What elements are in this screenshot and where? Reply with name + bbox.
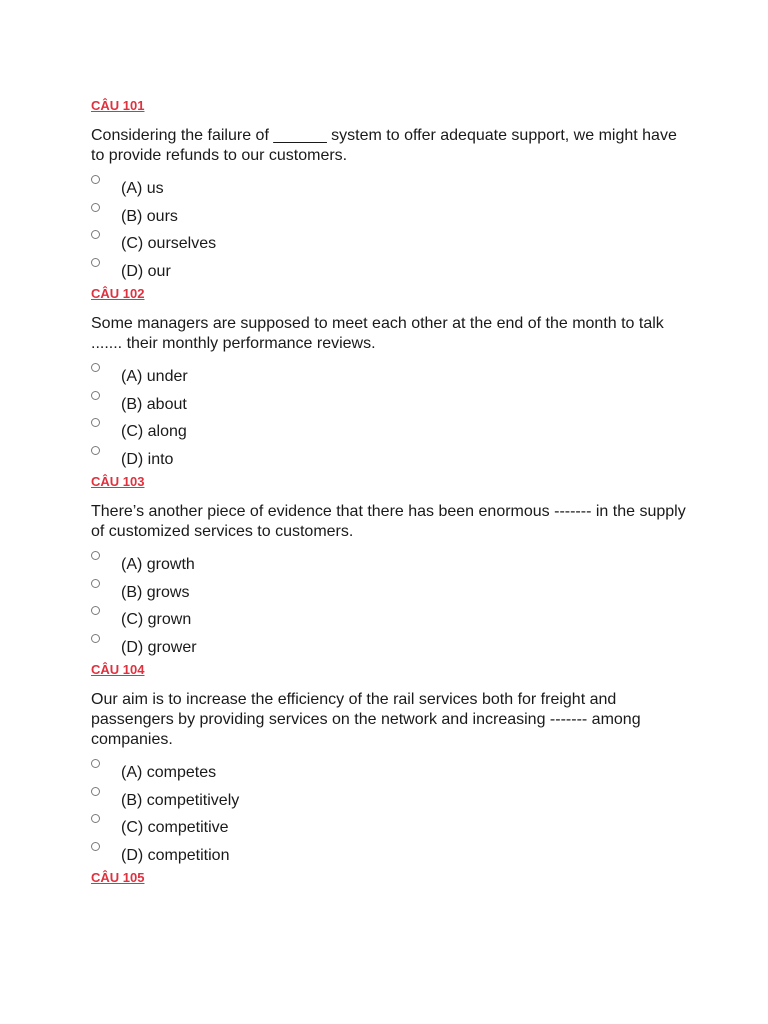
- radio-button-icon[interactable]: [91, 391, 100, 400]
- answer-options: [91, 759, 691, 869]
- answer-option-c[interactable]: [91, 606, 691, 634]
- option-label: (A) competes: [121, 764, 217, 781]
- question-heading-105[interactable]: CÂU 105: [91, 870, 145, 885]
- option-label: (C) grown: [121, 611, 192, 628]
- answer-option-b[interactable]: [91, 787, 691, 815]
- answer-option-b[interactable]: [91, 203, 691, 231]
- answer-option-c[interactable]: [91, 230, 691, 258]
- option-label: (D) grower: [121, 638, 197, 656]
- radio-button-icon[interactable]: [91, 418, 100, 427]
- radio-button-icon[interactable]: [91, 787, 100, 796]
- radio-button-icon[interactable]: [91, 634, 100, 643]
- answer-options: [91, 175, 691, 285]
- radio-button-icon[interactable]: [91, 203, 100, 212]
- answer-option-a[interactable]: [91, 363, 691, 391]
- answer-options: [91, 551, 691, 661]
- question-heading[interactable]: CÂU 103: [91, 474, 145, 489]
- radio-button-icon[interactable]: [91, 842, 100, 851]
- answer-option-a[interactable]: [91, 551, 691, 579]
- answer-options: [91, 363, 691, 473]
- option-label: (A) growth: [121, 556, 195, 573]
- option-label: (B) competitively: [121, 791, 240, 809]
- option-label: (D) into: [121, 450, 174, 468]
- answer-option-c[interactable]: [91, 814, 691, 842]
- option-label: (C) along: [121, 423, 187, 440]
- question-heading[interactable]: CÂU 102: [91, 286, 145, 301]
- question-text: There’s another piece of evidence that there has been enormous ------- in the supply of customized services to customers.: [91, 503, 686, 540]
- question-103: [91, 473, 691, 661]
- answer-option-b[interactable]: [91, 579, 691, 607]
- answer-option-d[interactable]: [91, 634, 691, 662]
- radio-button-icon[interactable]: [91, 363, 100, 372]
- question-104: [91, 661, 691, 869]
- option-label: (C) competitive: [121, 819, 229, 836]
- answer-option-b[interactable]: [91, 391, 691, 419]
- answer-option-d[interactable]: [91, 842, 691, 870]
- radio-button-icon[interactable]: [91, 579, 100, 588]
- question-text: Some managers are supposed to meet each other at the end of the month to talk ....... their monthly performance reviews.: [91, 315, 664, 352]
- radio-button-icon[interactable]: [91, 606, 100, 615]
- option-label: (B) ours: [121, 207, 178, 225]
- option-label: (B) grows: [121, 583, 190, 601]
- answer-option-a[interactable]: [91, 175, 691, 203]
- radio-button-icon[interactable]: [91, 446, 100, 455]
- option-label: (A) under: [121, 368, 188, 385]
- radio-button-icon[interactable]: [91, 258, 100, 267]
- question-heading[interactable]: CÂU 101: [91, 98, 145, 113]
- answer-option-a[interactable]: [91, 759, 691, 787]
- question-heading[interactable]: CÂU 104: [91, 662, 145, 677]
- radio-button-icon[interactable]: [91, 814, 100, 823]
- radio-button-icon[interactable]: [91, 759, 100, 768]
- option-label: (C) ourselves: [121, 235, 217, 252]
- question-text: Considering the failure of ______ system to offer adequate support, we might have to provide refunds to our customers.: [91, 127, 677, 164]
- option-label: (A) us: [121, 180, 164, 197]
- radio-button-icon[interactable]: [91, 551, 100, 560]
- question-102: [91, 285, 691, 473]
- answer-option-c[interactable]: [91, 418, 691, 446]
- option-label: (D) our: [121, 262, 171, 280]
- answer-option-d[interactable]: [91, 446, 691, 474]
- option-label: (B) about: [121, 395, 187, 413]
- answer-option-d[interactable]: [91, 258, 691, 286]
- question-101: [91, 97, 691, 285]
- radio-button-icon[interactable]: [91, 230, 100, 239]
- quiz-document: [91, 97, 691, 887]
- question-text: Our aim is to increase the efficiency of the rail services both for freight and passengers by providing services on the network and increasing ------- among companies.: [91, 691, 641, 748]
- option-label: (D) competition: [121, 846, 230, 864]
- radio-button-icon[interactable]: [91, 175, 100, 184]
